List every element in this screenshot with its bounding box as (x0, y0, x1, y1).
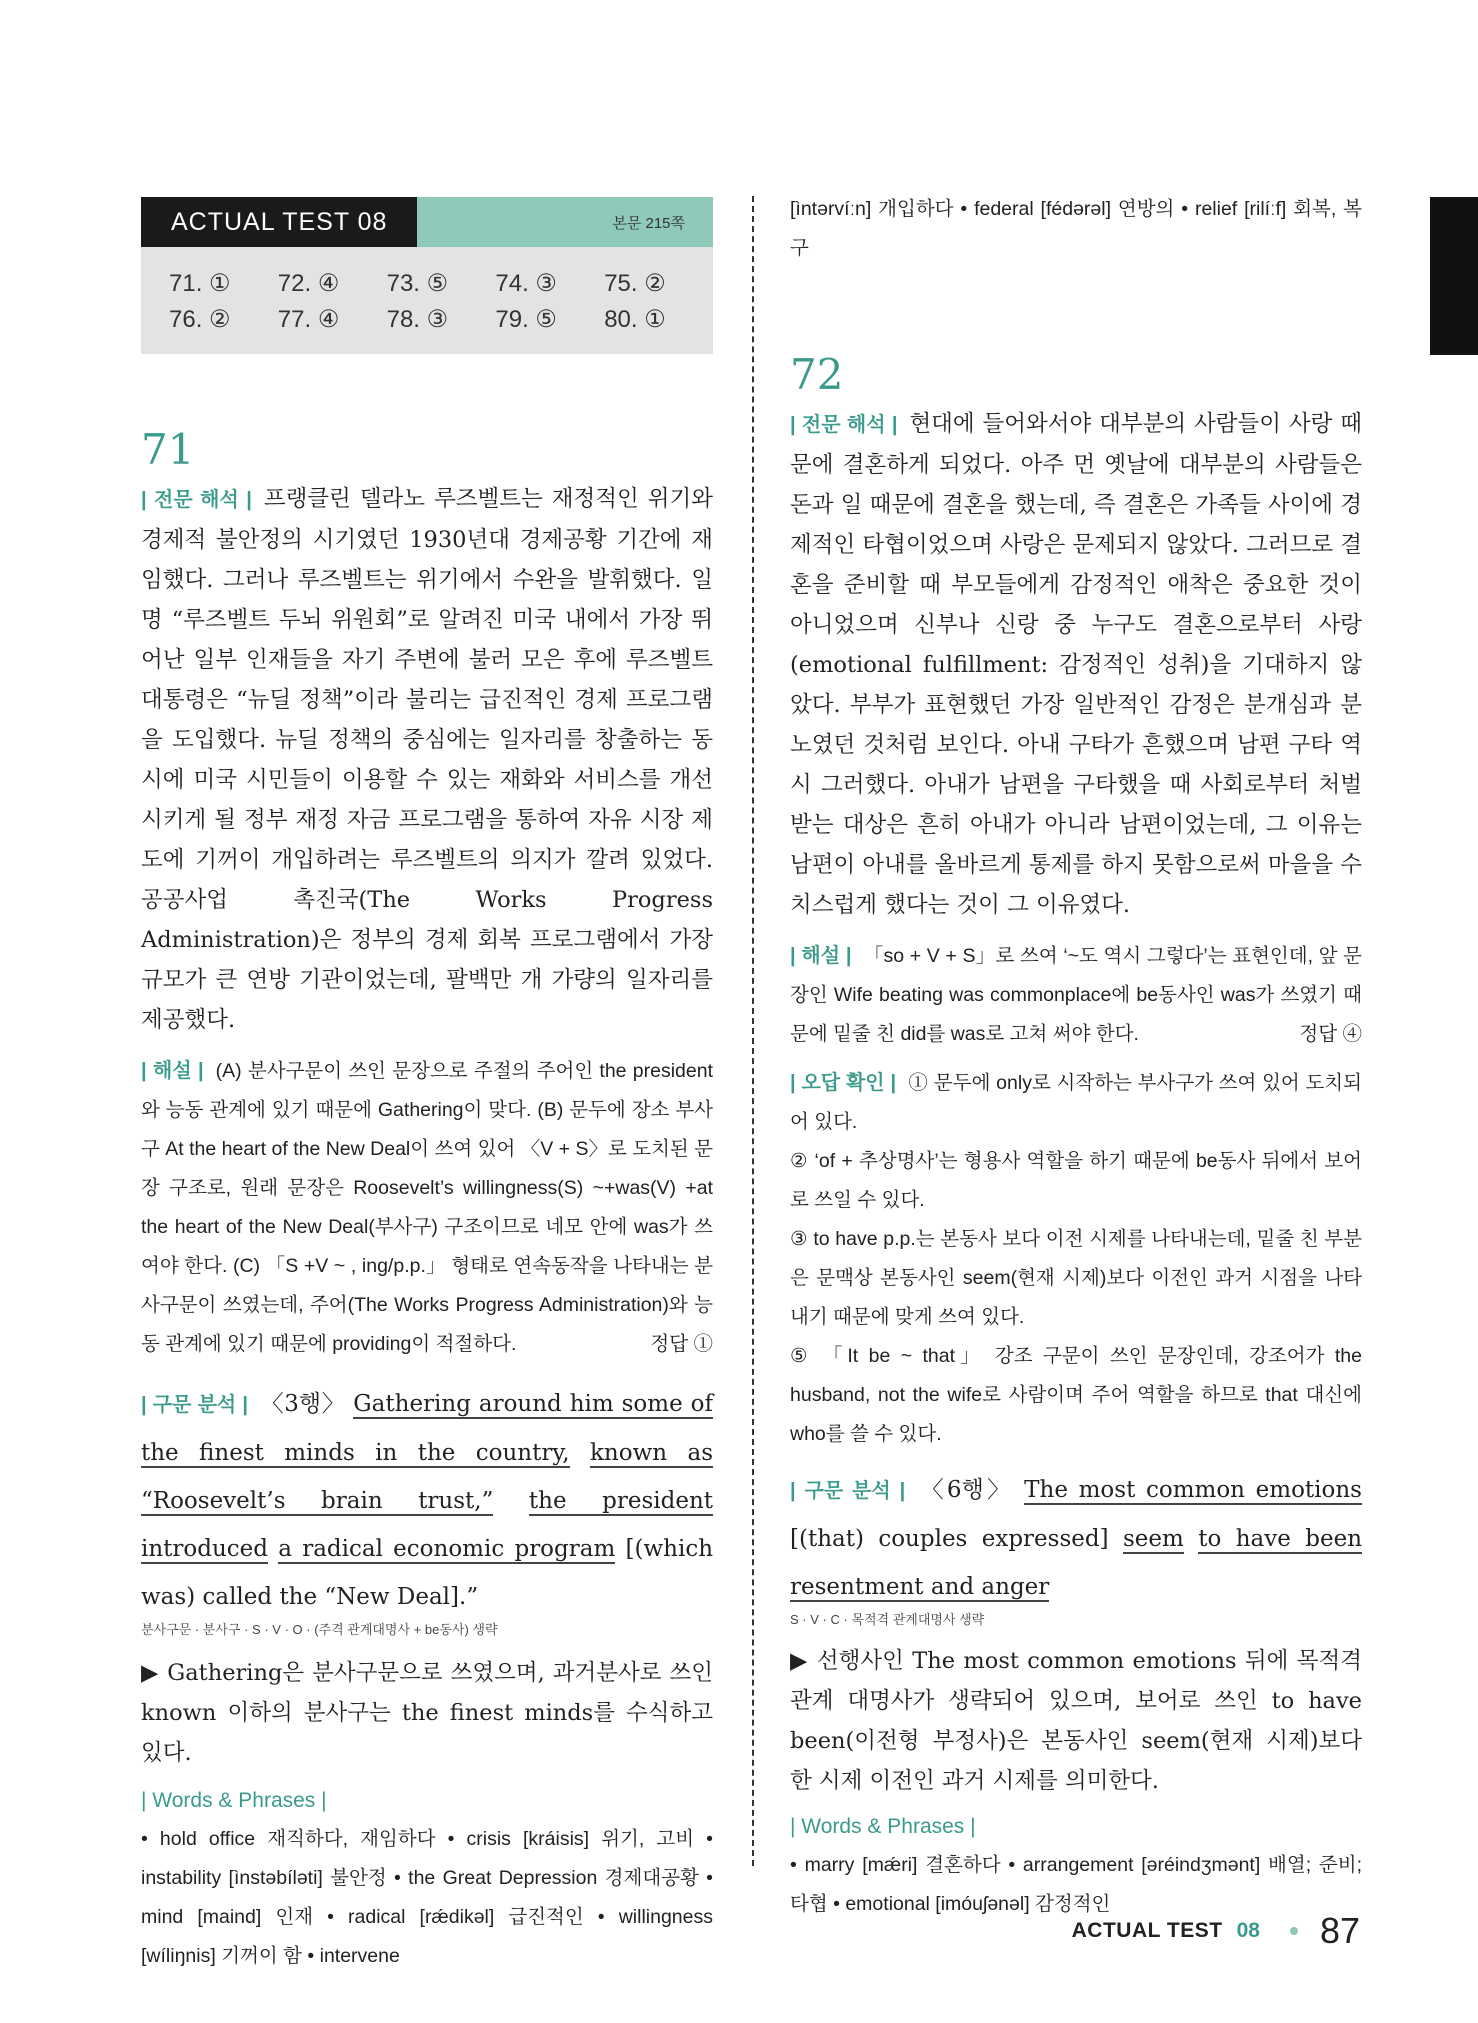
answer-item: 72. ④ (277, 270, 340, 297)
tag: 목적격 관계대명사 생략 (851, 1612, 985, 1627)
translation (141, 479, 713, 1040)
footer-title: ACTUAL TEST (1071, 1919, 1223, 1942)
words-text: • hold office 재직하다, 재임하다 • crisis [kráisis] 위기, 고비 • instability [ìnstəbíləti] 불안정 • the Great Depression 경제대공황 • mind [maind] 인재 • radical [rǽdikəl] 급진적인 • willingness [wíliŋnis] 기꺼이 함 • intervene (141, 1828, 713, 1967)
grammar-part: introduced (141, 1536, 269, 1562)
grammar-note: ▶ 선행사인 The most common emotions 뒤에 목적격 관계 대명사가 생략되어 있으며, 보어로 쓰인 to have been(이전형 부정사)은 본동사인 seem(현재 시제)보다 한 시제 이전인 과거 시제를 의미한다. (790, 1648, 1362, 1794)
explanation-label: | 해설 | (790, 945, 852, 967)
grammar-part: Gathering around him some of the finest minds in the country, (141, 1391, 713, 1466)
page-ref: 본문 215쪽 (417, 197, 713, 247)
answer-item: 71. ① (169, 270, 231, 297)
grammar-part: [(that) couples expressed] (790, 1526, 1109, 1552)
explanation-text: (A) 분사구문이 쓰인 문장으로 주절의 주어인 the president와 능동 관계에 있기 때문에 Gathering이 맞다. (B) 문두에 장소 부사구 At the heart of the New Deal이 쓰여 있어 〈V + S〉로 도치된 문장 구조로, 원래 문장은 Roosevelt’s willingness(S) ~+was(V) +at the heart of the New Deal(부사구) 구조이므로 네모 안에 was가 쓰여야 한다. (C) 「S +V ~ , ing/p.p.」 형태로 연속동작을 나타내는 분사구문이 쓰였는데, 주어(The Works Progress Administration)와 능동 관계에 있기 때문에 providing이 적절하다. (141, 1060, 713, 1355)
tag: 분사구문 (141, 1622, 192, 1637)
grammar-part: seem (1123, 1526, 1184, 1552)
grammar-part: to have been resentment and anger (790, 1526, 1363, 1600)
grammar-tags: 분사구문 · 분사구 · S · V · O · (주격 관계대명사 + be동사) 생략 (141, 1622, 498, 1637)
words-label: | Words & Phrases | (790, 1815, 976, 1838)
answer-item: 76. ② (169, 306, 231, 333)
grammar-note: ▶ Gathering은 분사구문으로 쓰였으며, 과거분사로 쓰인 known 이하의 분사구는 the finest minds를 수식하고 있다. (141, 1660, 713, 1766)
explanation-label: | 해설 | (141, 1060, 204, 1082)
explanation (790, 937, 1362, 1054)
footer-test-number: 08 (1236, 1919, 1260, 1942)
words-phrases (141, 1781, 713, 1976)
tag: S (790, 1612, 799, 1627)
footer-dot (1290, 1927, 1298, 1935)
test-title: ACTUAL TEST 08 (141, 197, 417, 247)
column-divider (752, 196, 754, 1866)
error-item: ⑤ 「It be ~ that」 강조 구문이 쓰인 문장인데, 강조어가 the husband, not the wife로 사람이며 주어 역할을 하므로 that 대신에 who를 쓸 수 있다. (790, 1345, 1362, 1445)
grammar-label: | 구문 분석 | (790, 1480, 906, 1502)
tag: 분사구 (202, 1622, 241, 1637)
error-item: ① 문두에 only로 시작하는 부사구가 쓰여 있어 도치되어 있다. (790, 1072, 1362, 1133)
grammar-label: | 구문 분석 | (141, 1394, 249, 1416)
translation-label: | 전문 해석 | (790, 414, 898, 436)
tag: V (272, 1622, 281, 1637)
translation-text: 프랭클린 델라노 루즈벨트는 재정적인 위기와 경제적 불안정의 시기였던 1930년대 경제공황 기간에 재임했다. 그러나 루즈벨트는 위기에서 수완을 발휘했다. 일명 “루즈벨트 두뇌 위원회”로 알려진 미국 내에서 가장 뛰어난 일부 인재들을 자기 주변에 불러 모은 후에 루즈벨트 대통령은 “뉴딜 정책”이라 불리는 급진적인 경제 프로그램을 도입했다. 뉴딜 정책의 중심에는 일자리를 창출하는 동시에 미국 시민들이 이용할 수 있는 재화와 서비스를 개선시키게 될 정부 재정 자금 프로그램을 통하여 자유 시장 제도에 기꺼이 개입하려는 루즈벨트의 의지가 깔려 있었다. 공공사업 촉진국(The Works Progress Administration)은 정부의 경제 회복 프로그램에서 가장 규모가 큰 연방 기관이었는데, 팔백만 개 가량의 일자리를 제공했다. (141, 486, 713, 1033)
question-71 (141, 425, 713, 1976)
grammar-part: [(which was) called the “New Deal].” (141, 1536, 714, 1610)
explanation (141, 1052, 713, 1364)
error-item: ③ to have p.p.는 본동사 보다 이전 시제를 나타내는데, 밑줄 친 부분은 문맥상 본동사인 seem(현재 시제)보다 이전인 과거 시점을 나타내기 때문에 맞게 쓰여 있다. (790, 1228, 1362, 1328)
correct-answer: 정답 ① (650, 1333, 713, 1355)
question-number: 71 (141, 425, 195, 474)
error-label: | 오답 확인 | (790, 1072, 897, 1094)
correct-answer: 정답 ④ (1299, 1023, 1362, 1045)
grammar-part: a radical economic program (278, 1536, 616, 1562)
grammar-analysis (141, 1380, 713, 1639)
answer-row (169, 269, 713, 298)
grammar-tags: S · V · C · 목적격 관계대명사 생략 (790, 1612, 985, 1627)
words-label: | Words & Phrases | (141, 1789, 327, 1812)
answer-item: 78. ③ (386, 306, 449, 333)
grammar-line: 〈6행〉 (917, 1477, 1014, 1503)
translation-text: 현대에 들어와서야 대부분의 사람들이 사랑 때문에 결혼하게 되었다. 아주 먼 옛날에 대부분의 사람들은 돈과 일 때문에 결혼을 했는데, 즉 결혼은 가족들 사이에 경제적인 타협이었으며 사랑은 문제되지 않았다. 그러므로 결혼을 준비할 때 부모들에게 감정적인 애착은 중요한 것이 아니었으며 신부나 신랑 중 누구도 결혼으로부터 사랑(emotional fulfillment: 감정적인 성취)을 기대하지 않았다. 부부가 표현했던 가장 일반적인 감정은 분개심과 분노였던 것처럼 보인다. 아내 구타가 흔했으며 남편 구타 역시 그러했다. 아내가 남편을 구타했을 때 사회로부터 처벌받는 대상은 흔히 아내가 아니라 남편이었는데, 그 이유는 남편이 아내를 올바르게 통제를 하지 못함으로써 마을을 수치스럽게 했다는 것이 그 이유였다. (790, 411, 1362, 918)
error-check (790, 1064, 1362, 1454)
tag: S (252, 1622, 261, 1637)
answer-row (169, 305, 713, 334)
answer-header (141, 197, 713, 247)
translation-label: | 전문 해석 | (141, 489, 252, 511)
grammar-line: 〈3행〉 (260, 1391, 346, 1417)
answer-item: 73. ⑤ (386, 270, 449, 297)
chapter-tab (1430, 197, 1478, 355)
answer-item: 80. ① (604, 306, 666, 333)
answer-item: 75. ② (604, 270, 666, 297)
grammar-analysis (790, 1466, 1362, 1629)
grammar-part: known as “Roosevelt’s brain trust,” (141, 1440, 713, 1514)
answer-item: 74. ③ (495, 270, 557, 297)
answer-item: 79. ⑤ (495, 306, 557, 333)
question-72 (790, 350, 1362, 1924)
question-number: 72 (790, 350, 844, 399)
tag: C (830, 1612, 840, 1627)
page-footer (1072, 1910, 1360, 1952)
page-number: 87 (1319, 1910, 1360, 1951)
answer-key (141, 247, 713, 354)
tag: V (810, 1612, 819, 1627)
words-phrases (790, 1807, 1362, 1924)
translation (790, 404, 1362, 925)
words-continued: [ìntərvíːn] 개입하다 • federal [fédərəl] 연방의 • relief [rilíːf] 회복, 복구 (790, 198, 1362, 259)
error-item: ② ‘of + 추상명사’는 형용사 역할을 하기 때문에 be동사 뒤에서 보어로 쓰일 수 있다. (790, 1150, 1362, 1211)
grammar-part: the president (528, 1488, 713, 1514)
tag: O (292, 1622, 303, 1637)
answer-item: 77. ④ (277, 306, 340, 333)
words-text: • marry [mǽri] 결혼하다 • arrangement [əréindʒmənt] 배열; 준비; 타협 • emotional [imóuʃənəl] 감정적인 (790, 1854, 1362, 1915)
tag: (주격 관계대명사 + be동사) 생략 (314, 1622, 498, 1637)
explanation-text: 「so + V + S」로 쓰여 ‘~도 역시 그렇다’는 표현인데, 앞 문장인 Wife beating was commonplace에 be동사인 was가 쓰였기 때문에 밑줄 친 did를 was로 고쳐 써야 한다. (790, 945, 1363, 1045)
grammar-part: The most common emotions (1024, 1477, 1362, 1503)
